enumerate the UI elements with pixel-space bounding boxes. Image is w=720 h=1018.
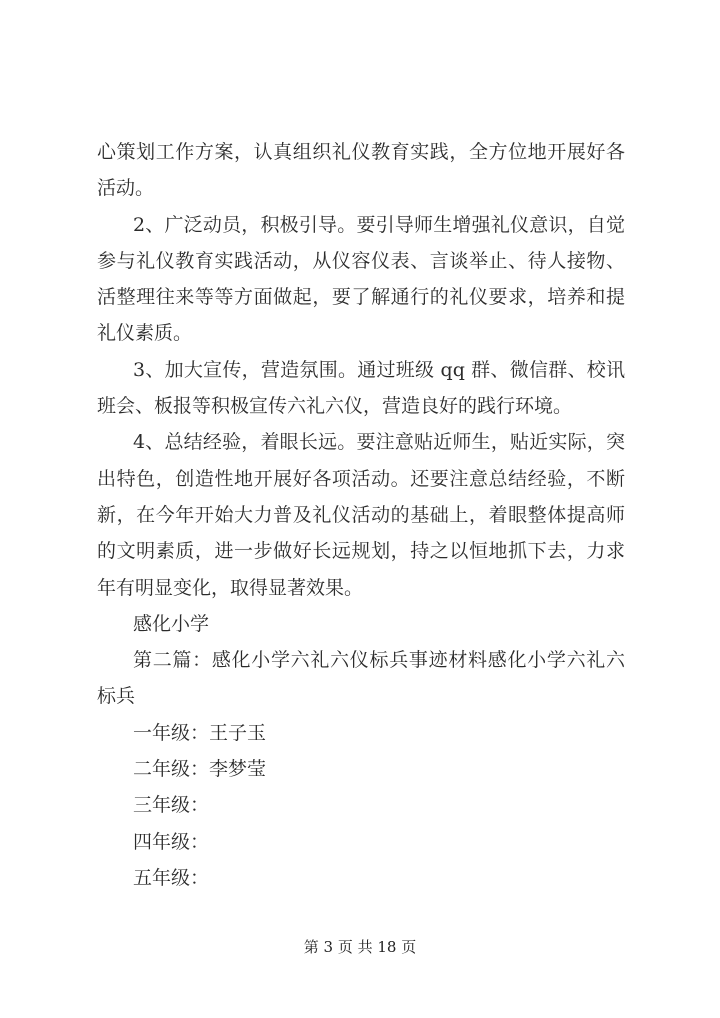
text-line: 二年级：李梦莹 — [133, 758, 267, 781]
text-line: 参与礼仪教育实践活动，从仪容仪表、言谈举止、待人接物、 — [97, 249, 625, 272]
text-line: 活动。 — [97, 177, 155, 200]
text-line: 第二篇：感化小学六礼六仪标兵事迹材料感化小学六礼六 — [133, 649, 625, 672]
text-line: 心策划工作方案，认真组织礼仪教育实践，全方位地开展好各 — [97, 141, 625, 163]
text-line: 的文明素质，进一步做好长远规划，持之以恒地抓下去，力求 — [97, 540, 625, 563]
text-line: 出特色，创造性地开展好各项活动。还要注意总结经验，不断 — [97, 467, 625, 490]
text-line: 新，在今年开始大力普及礼仪活动的基础上，着眼整体提高师 — [97, 503, 625, 526]
text-line: 四年级： — [133, 830, 210, 853]
text-line: 班会、板报等积极宣传六礼六仪，营造良好的践行环境。 — [97, 395, 573, 418]
text-line: 3、加大宣传，营造氛围。通过班级 qq 群、微信群、校讯 — [133, 358, 625, 381]
text-line: 标兵 — [97, 685, 136, 708]
page-number-footer: 第 3 页 共 18 页 — [303, 938, 417, 956]
text-line: 礼仪素质。 — [97, 322, 193, 345]
text-line: 年有明显变化，取得显著效果。 — [97, 576, 364, 599]
text-line: 感化小学 — [133, 612, 210, 635]
text-line: 五年级： — [133, 866, 210, 889]
text-line: 三年级： — [133, 794, 210, 817]
text-line: 4、总结经验，着眼长远。要注意贴近师生，贴近实际，突 — [133, 431, 625, 454]
document-body — [97, 134, 625, 896]
text-line: 2、广泛动员，积极引导。要引导师生增强礼仪意识，自觉 — [133, 213, 625, 236]
text-line: 活整理往来等等方面做起，要了解通行的礼仪要求，培养和提 — [97, 286, 625, 309]
text-line: 一年级：王子玉 — [133, 721, 267, 744]
